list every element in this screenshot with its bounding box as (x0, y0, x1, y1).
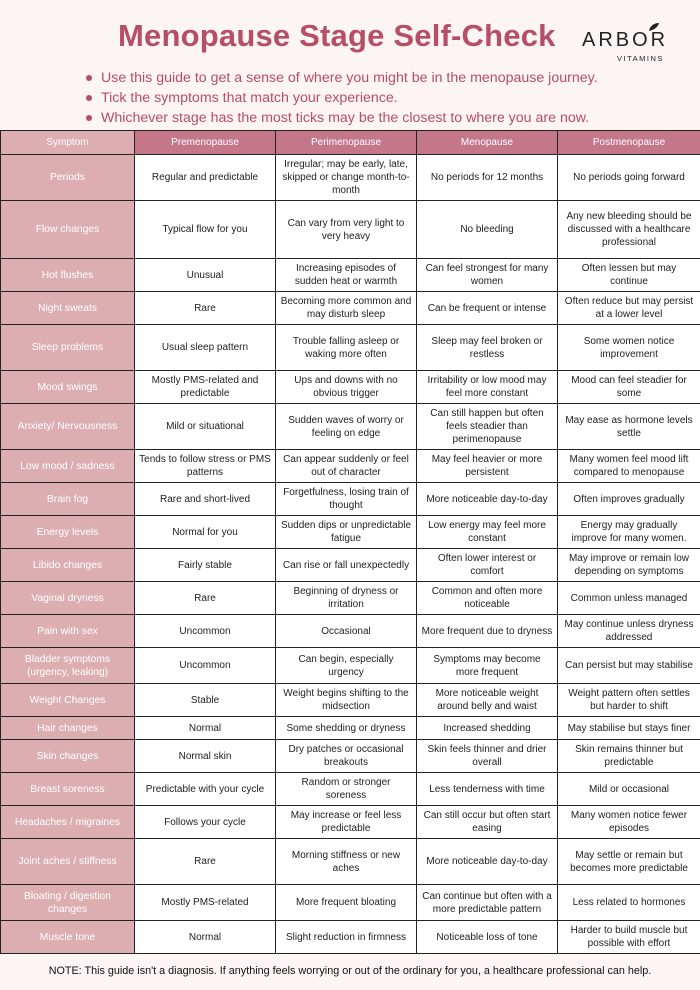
stage-cell[interactable]: Rare (135, 582, 276, 615)
table-row (1, 483, 700, 516)
logo-wordmark: ARBOR (582, 29, 669, 51)
symptom-cell: Headaches / migraines (1, 806, 135, 839)
stage-cell[interactable]: No periods for 12 months (417, 155, 558, 201)
stage-cell[interactable]: Mood can feel steadier for some (558, 371, 700, 404)
stage-cell[interactable]: Morning stiffness or new aches (276, 839, 417, 885)
stage-cell[interactable]: Dry patches or occasional breakouts (276, 740, 417, 773)
stage-cell[interactable]: Irritability or low mood may feel more constant (417, 371, 558, 404)
symptom-cell: Libido changes (1, 549, 135, 582)
stage-cell[interactable]: Unusual (135, 259, 276, 292)
stage-cell[interactable]: Less tenderness with time (417, 773, 558, 806)
stage-cell[interactable]: Becoming more common and may disturb sleep (276, 292, 417, 325)
stage-cell[interactable]: Increased shedding (417, 717, 558, 740)
stage-cell[interactable]: Uncommon (135, 615, 276, 648)
page-header (0, 0, 700, 62)
disclaimer-note: NOTE: This guide isn't a diagnosis. If anything feels worrying or out of the ordinary for you, a healthcare professional can help. (48, 965, 652, 977)
stage-cell[interactable]: Many women notice fewer episodes (558, 806, 700, 839)
column-header-symptom: Symptom (1, 131, 135, 155)
stage-cell[interactable]: Rare and short-lived (135, 483, 276, 516)
table-row (1, 885, 700, 921)
stage-cell[interactable]: More frequent bloating (276, 885, 417, 921)
symptom-cell: Bloating / digestion changes (1, 885, 135, 921)
symptom-table (0, 130, 700, 954)
stage-cell[interactable]: Tends to follow stress or PMS patterns (135, 450, 276, 483)
stage-cell[interactable]: Can appear suddenly or feel out of character (276, 450, 417, 483)
stage-cell[interactable]: Uncommon (135, 648, 276, 684)
stage-cell[interactable]: Common and often more noticeable (417, 582, 558, 615)
symptom-cell: Breast soreness (1, 773, 135, 806)
symptom-cell: Low mood / sadness (1, 450, 135, 483)
stage-cell[interactable]: Beginning of dryness or irritation (276, 582, 417, 615)
symptom-cell: Mood swings (1, 371, 135, 404)
stage-cell[interactable]: Can still occur but often start easing (417, 806, 558, 839)
symptom-cell: Weight Changes (1, 684, 135, 717)
stage-cell[interactable]: Sudden waves of worry or feeling on edge (276, 404, 417, 450)
stage-cell[interactable]: Mild or situational (135, 404, 276, 450)
symptom-cell: Vaginal dryness (1, 582, 135, 615)
stage-cell[interactable]: More noticeable day-to-day (417, 839, 558, 885)
intro-list (86, 68, 696, 128)
symptom-cell: Sleep problems (1, 325, 135, 371)
table-row (1, 806, 700, 839)
column-header-perimenopause: Perimenopause (276, 131, 417, 155)
table-row (1, 921, 700, 954)
table-row (1, 516, 700, 549)
stage-cell[interactable]: Normal skin (135, 740, 276, 773)
symptom-cell: Muscle tone (1, 921, 135, 954)
column-header-postmenopause: Postmenopause (558, 131, 700, 155)
symptom-cell: Hair changes (1, 717, 135, 740)
stage-cell[interactable]: Many women feel mood lift compared to menopause (558, 450, 700, 483)
column-header-menopause: Menopause (417, 131, 558, 155)
stage-cell[interactable]: More frequent due to dryness (417, 615, 558, 648)
stage-cell[interactable]: Can still happen but often feels steadier than perimenopause (417, 404, 558, 450)
table-row (1, 740, 700, 773)
stage-cell[interactable]: Occasional (276, 615, 417, 648)
stage-cell[interactable]: Trouble falling asleep or waking more often (276, 325, 417, 371)
stage-cell[interactable]: Stable (135, 684, 276, 717)
symptom-cell: Flow changes (1, 201, 135, 259)
stage-cell[interactable]: Often reduce but may persist at a lower level (558, 292, 700, 325)
stage-cell[interactable]: Ups and downs with no obvious trigger (276, 371, 417, 404)
table-row (1, 773, 700, 806)
stage-cell[interactable]: Less related to hormones (558, 885, 700, 921)
stage-cell[interactable]: Weight pattern often settles but harder to shift (558, 684, 700, 717)
stage-cell[interactable]: Noticeable loss of tone (417, 921, 558, 954)
table-row (1, 684, 700, 717)
stage-cell[interactable]: Rare (135, 292, 276, 325)
stage-cell[interactable]: May settle or remain but becomes more predictable (558, 839, 700, 885)
stage-cell[interactable]: More noticeable day-to-day (417, 483, 558, 516)
table-row (1, 371, 700, 404)
stage-cell[interactable]: Usual sleep pattern (135, 325, 276, 371)
stage-cell[interactable]: Mild or occasional (558, 773, 700, 806)
table-header-row (1, 131, 700, 155)
symptom-cell: Periods (1, 155, 135, 201)
symptom-cell: Night sweats (1, 292, 135, 325)
stage-cell[interactable]: Increasing episodes of sudden heat or warmth (276, 259, 417, 292)
table-row (1, 292, 700, 325)
intro-item: Whichever stage has the most ticks may be the closest to where you are now. (86, 108, 696, 128)
symptom-cell: Pain with sex (1, 615, 135, 648)
stage-cell[interactable]: Follows your cycle (135, 806, 276, 839)
table-row (1, 404, 700, 450)
stage-cell[interactable]: May stabilise but stays finer (558, 717, 700, 740)
stage-cell[interactable]: Can be frequent or intense (417, 292, 558, 325)
stage-cell[interactable]: Any new bleeding should be discussed with a healthcare professional (558, 201, 700, 259)
stage-cell[interactable]: Can persist but may stabilise (558, 648, 700, 684)
logo-subtitle: VITAMINS (617, 54, 664, 63)
symptom-cell: Energy levels (1, 516, 135, 549)
stage-cell[interactable]: Can continue but often with a more predictable pattern (417, 885, 558, 921)
stage-cell[interactable]: Regular and predictable (135, 155, 276, 201)
symptom-cell: Skin changes (1, 740, 135, 773)
stage-cell[interactable]: No periods going forward (558, 155, 700, 201)
table-row (1, 450, 700, 483)
stage-cell[interactable]: Can rise or fall unexpectedly (276, 549, 417, 582)
table-row (1, 582, 700, 615)
stage-cell[interactable]: Often improves gradually (558, 483, 700, 516)
stage-cell[interactable]: Skin feels thinner and drier overall (417, 740, 558, 773)
stage-cell[interactable]: Normal for you (135, 516, 276, 549)
stage-cell[interactable]: Mostly PMS-related (135, 885, 276, 921)
table-row (1, 325, 700, 371)
intro-item: Use this guide to get a sense of where you might be in the menopause journey. (86, 68, 696, 88)
stage-cell[interactable]: Normal (135, 921, 276, 954)
page-title: Menopause Stage Self-Check (118, 18, 556, 53)
stage-cell[interactable]: Normal (135, 717, 276, 740)
stage-cell[interactable]: More noticeable weight around belly and waist (417, 684, 558, 717)
stage-cell[interactable]: Often lessen but may continue (558, 259, 700, 292)
table-row (1, 549, 700, 582)
table-row (1, 155, 700, 201)
stage-cell[interactable]: Common unless managed (558, 582, 700, 615)
stage-cell[interactable]: May increase or feel less predictable (276, 806, 417, 839)
stage-cell[interactable]: No bleeding (417, 201, 558, 259)
stage-cell[interactable]: Symptoms may become more frequent (417, 648, 558, 684)
table-body (1, 155, 700, 954)
stage-cell[interactable]: Some shedding or dryness (276, 717, 417, 740)
symptom-cell: Bladder symptoms (urgency, leaking) (1, 648, 135, 684)
symptom-cell: Brain fog (1, 483, 135, 516)
stage-cell[interactable]: Irregular; may be early, late, skipped or change month-to-month (276, 155, 417, 201)
table-row (1, 201, 700, 259)
stage-cell[interactable]: Slight reduction in firmness (276, 921, 417, 954)
stage-cell[interactable]: Sleep may feel broken or restless (417, 325, 558, 371)
symptom-cell: Joint aches / stiffness (1, 839, 135, 885)
table-row (1, 648, 700, 684)
stage-cell[interactable]: Forgetfulness, losing train of thought (276, 483, 417, 516)
stage-cell[interactable]: May feel heavier or more persistent (417, 450, 558, 483)
stage-cell[interactable]: Sudden dips or unpredictable fatigue (276, 516, 417, 549)
stage-cell[interactable]: Some women notice improvement (558, 325, 700, 371)
stage-cell[interactable]: Often lower interest or comfort (417, 549, 558, 582)
stage-cell[interactable]: Random or stronger soreness (276, 773, 417, 806)
table-row (1, 839, 700, 885)
stage-cell[interactable]: Skin remains thinner but predictable (558, 740, 700, 773)
brand-logo (582, 24, 682, 64)
stage-cell[interactable]: Can begin, especially urgency (276, 648, 417, 684)
stage-cell[interactable]: May ease as hormone levels settle (558, 404, 700, 450)
column-header-premenopause: Premenopause (135, 131, 276, 155)
stage-cell[interactable]: Fairly stable (135, 549, 276, 582)
table-row (1, 259, 700, 292)
table-row (1, 615, 700, 648)
symptom-cell: Anxiety/ Nervousness (1, 404, 135, 450)
stage-cell[interactable]: May improve or remain low depending on symptoms (558, 549, 700, 582)
stage-cell[interactable]: Energy may gradually improve for many women. (558, 516, 700, 549)
stage-cell[interactable]: Low energy may feel more constant (417, 516, 558, 549)
intro-item: Tick the symptoms that match your experience. (86, 88, 696, 108)
stage-cell[interactable]: Harder to build muscle but possible with effort (558, 921, 700, 954)
symptom-cell: Hot flushes (1, 259, 135, 292)
stage-cell[interactable]: Typical flow for you (135, 201, 276, 259)
stage-cell[interactable]: Can feel strongest for many women (417, 259, 558, 292)
table-row (1, 717, 700, 740)
stage-cell[interactable]: Can vary from very light to very heavy (276, 201, 417, 259)
stage-cell[interactable]: Predictable with your cycle (135, 773, 276, 806)
stage-cell[interactable]: Weight begins shifting to the midsection (276, 684, 417, 717)
stage-cell[interactable]: May continue unless dryness addressed (558, 615, 700, 648)
stage-cell[interactable]: Mostly PMS-related and predictable (135, 371, 276, 404)
stage-cell[interactable]: Rare (135, 839, 276, 885)
